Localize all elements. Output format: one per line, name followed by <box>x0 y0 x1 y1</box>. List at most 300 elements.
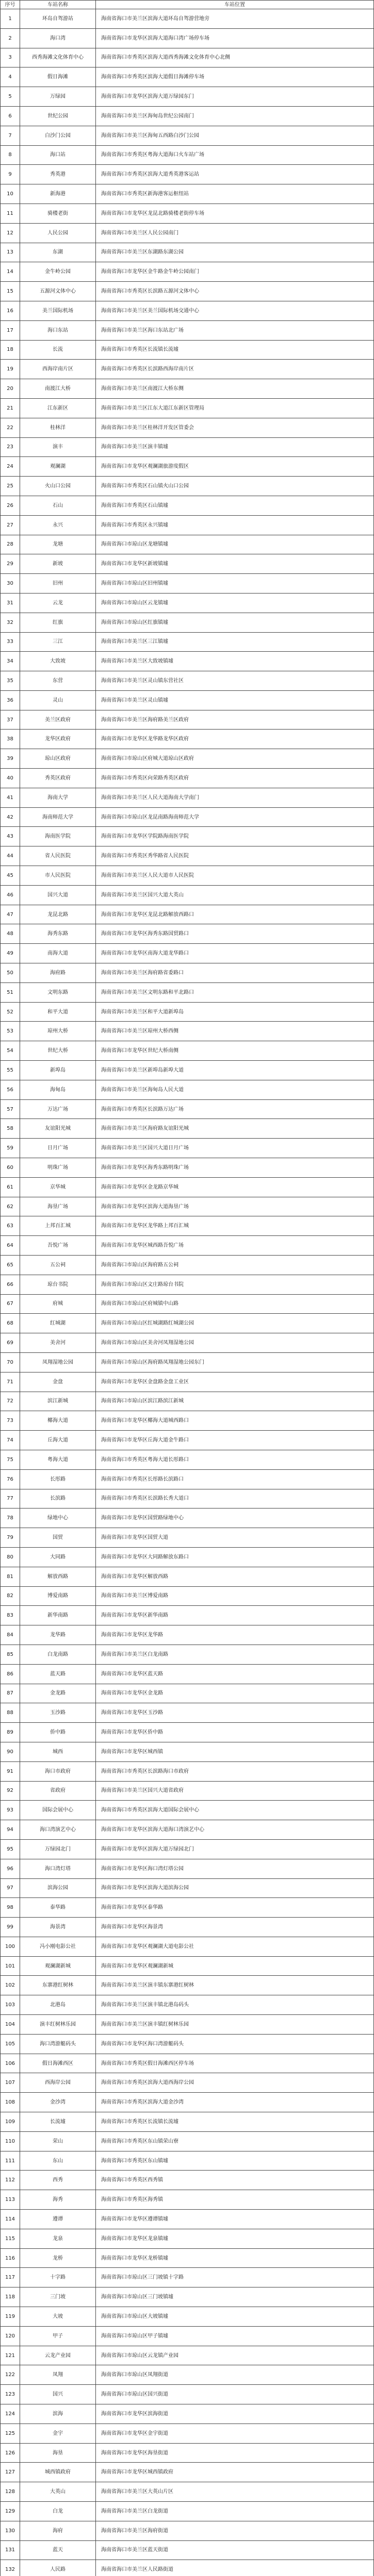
row-number: 98 <box>1 1898 20 1918</box>
station-name: 美舍河 <box>20 1333 96 1353</box>
row-number: 56 <box>1 1080 20 1099</box>
station-location: 海南省海口市秀英区滨海大道秀英港客运站 <box>96 165 374 184</box>
table-row <box>1 1216 374 1236</box>
table-row <box>1 1878 374 1898</box>
station-name: 蓝天 <box>20 2540 96 2560</box>
station-location: 海南省海口市龙华区滨海大道海口湾演艺中心 <box>96 1820 374 1840</box>
station-name: 遵谭 <box>20 2210 96 2229</box>
table-row <box>1 145 374 165</box>
table-row <box>1 496 374 515</box>
row-number: 35 <box>1 671 20 691</box>
station-name: 观澜湖 <box>20 457 96 477</box>
table-row <box>1 1509 374 1528</box>
station-name: 明珠广场 <box>20 1158 96 1178</box>
table-row <box>1 1489 374 1509</box>
station-name: 石山 <box>20 496 96 515</box>
row-number: 118 <box>1 2287 20 2307</box>
table-row <box>1 1372 374 1392</box>
table-body <box>1 9 374 2576</box>
row-number: 43 <box>1 827 20 846</box>
row-number: 61 <box>1 1177 20 1197</box>
station-location: 海南省海口市龙华区滨海大道滨海公园 <box>96 1878 374 1898</box>
table-row <box>1 1664 374 1684</box>
row-number: 103 <box>1 1995 20 2015</box>
station-name: 三江 <box>20 632 96 652</box>
row-number: 4 <box>1 67 20 87</box>
station-name: 西秀 <box>20 2171 96 2190</box>
station-location: 海南省海口市龙华区海口湾游艇码头 <box>96 2034 374 2054</box>
row-number: 110 <box>1 2131 20 2151</box>
row-number: 90 <box>1 1742 20 1761</box>
station-location: 海南省海口市美兰区海府路美兰区政府 <box>96 710 374 730</box>
table-row <box>1 243 374 262</box>
table-row <box>1 1761 374 1781</box>
station-location: 海南省海口市美兰区演丰镇北港岛码头 <box>96 1995 374 2015</box>
row-number: 25 <box>1 477 20 496</box>
station-name: 美兰区政府 <box>20 710 96 730</box>
table-row <box>1 924 374 944</box>
table-row <box>1 690 374 710</box>
station-name: 演丰红树林乐园 <box>20 2015 96 2035</box>
station-location: 海南省海口市龙华区金宇街道 <box>96 2424 374 2443</box>
row-number: 131 <box>1 2540 20 2560</box>
station-name: 灵山 <box>20 690 96 710</box>
station-location: 海南省海口市美兰区桂林洋开发区管委会 <box>96 418 374 437</box>
station-location: 海南省海口市秀英区长滨路西海岸南片区 <box>96 360 374 379</box>
table-row <box>1 2521 374 2540</box>
row-number: 12 <box>1 223 20 243</box>
station-location: 海南省海口市美兰区演丰镇红树林乐园 <box>96 2015 374 2035</box>
row-number: 97 <box>1 1878 20 1898</box>
row-number: 17 <box>1 320 20 340</box>
station-location: 海南省海口市龙华区国贸路绿地中心 <box>96 1509 374 1528</box>
table-row <box>1 67 374 87</box>
station-name: 日月广场 <box>20 1139 96 1158</box>
table-row <box>1 632 374 652</box>
station-location: 海南省海口市龙华区侨中路 <box>96 1723 374 1742</box>
row-number: 127 <box>1 2463 20 2482</box>
station-name: 秀英区政府 <box>20 769 96 788</box>
station-location: 海南省海口市龙华区观澜湖旅游度假区 <box>96 457 374 477</box>
row-number: 71 <box>1 1372 20 1392</box>
station-name: 凤翔 <box>20 2365 96 2385</box>
station-name: 东山 <box>20 2151 96 2171</box>
station-location: 海南省海口市秀英区向荣路秀英区政府 <box>96 769 374 788</box>
station-location: 海南省海口市琼山区旧州镇墟 <box>96 574 374 594</box>
row-number: 15 <box>1 282 20 301</box>
station-name: 人民路 <box>20 2560 96 2576</box>
station-location: 海南省海口市龙华区海景湾 <box>96 1918 374 1937</box>
row-number: 128 <box>1 2482 20 2502</box>
table-row <box>1 652 374 671</box>
station-location: 海南省海口市美兰区博爱南路 <box>96 1586 374 1606</box>
station-location: 海南省海口市秀英区滨海大道国际会展中心 <box>96 1801 374 1820</box>
row-number: 95 <box>1 1839 20 1859</box>
table-row <box>1 2326 374 2346</box>
row-number: 124 <box>1 2404 20 2424</box>
station-name: 金宇 <box>20 2424 96 2443</box>
table-row <box>1 1625 374 1645</box>
station-location: 海南省海口市龙华区城西镇政府 <box>96 2463 374 2482</box>
station-location: 海南省海口市秀英区石山镇火山口公园 <box>96 477 374 496</box>
station-name: 海口湾游艇码头 <box>20 2034 96 2054</box>
station-name: 三门坡 <box>20 2287 96 2307</box>
station-location: 海南省海口市秀英区东山镇墟 <box>96 2151 374 2171</box>
station-location: 海南省海口市美兰区琼州大桥西侧 <box>96 1022 374 1041</box>
row-number: 75 <box>1 1450 20 1469</box>
station-name: 假日海滩 <box>20 67 96 87</box>
row-number: 102 <box>1 1976 20 1995</box>
station-name: 海府路 <box>20 963 96 983</box>
table-row <box>1 944 374 963</box>
station-location: 海南省海口市秀英区秀华路省人民医院 <box>96 846 374 866</box>
station-name: 省人民医院 <box>20 846 96 866</box>
row-number: 11 <box>1 204 20 223</box>
row-number: 80 <box>1 1547 20 1567</box>
row-number: 107 <box>1 2073 20 2093</box>
row-number: 125 <box>1 2424 20 2443</box>
station-location: 海南省海口市琼山区甲子镇墟 <box>96 2326 374 2346</box>
row-number: 52 <box>1 1002 20 1022</box>
row-number: 18 <box>1 340 20 360</box>
station-location: 海南省海口市龙华区滨海大道海口湾广场停车场 <box>96 28 374 48</box>
station-name: 五公祠 <box>20 1256 96 1275</box>
station-location: 海南省海口市龙华区世纪大桥南侧 <box>96 1041 374 1061</box>
table-row <box>1 282 374 301</box>
station-name: 国贸 <box>20 1528 96 1548</box>
header-row <box>1 1 374 9</box>
row-number: 44 <box>1 846 20 866</box>
station-name: 博爱南路 <box>20 1586 96 1606</box>
table-row <box>1 1314 374 1333</box>
station-name: 海口湾演艺中心 <box>20 1820 96 1840</box>
row-number: 81 <box>1 1567 20 1586</box>
station-location: 海南省海口市美兰区国兴大道省政府 <box>96 1781 374 1801</box>
station-location: 海南省海口市龙华区金盘路金盘工业区 <box>96 1372 374 1392</box>
table-row <box>1 2131 374 2151</box>
table-row <box>1 1236 374 1256</box>
station-location: 海南省海口市龙华区丘海大道金牛路口 <box>96 1431 374 1450</box>
row-number: 66 <box>1 1275 20 1294</box>
row-number: 112 <box>1 2171 20 2190</box>
station-location: 海南省海口市龙华区观澜湖大道电影公社 <box>96 1937 374 1956</box>
station-name: 西海岸公园 <box>20 2073 96 2093</box>
row-number: 86 <box>1 1664 20 1684</box>
station-location: 海南省海口市美兰区白龙街道 <box>96 2502 374 2521</box>
station-name: 新华南路 <box>20 1606 96 1625</box>
row-number: 32 <box>1 613 20 632</box>
table-row <box>1 1995 374 2015</box>
station-name: 云龙 <box>20 593 96 613</box>
station-name: 金盘 <box>20 1372 96 1392</box>
table-row <box>1 1645 374 1664</box>
row-number: 78 <box>1 1509 20 1528</box>
row-number: 123 <box>1 2385 20 2404</box>
table-row <box>1 807 374 827</box>
table-row <box>1 613 374 632</box>
station-location: 海南省海口市龙华区学院路海南医学院 <box>96 827 374 846</box>
station-name: 长滨路 <box>20 1489 96 1509</box>
row-number: 65 <box>1 1256 20 1275</box>
station-location: 海南省海口市琼山区云龙镇墟 <box>96 593 374 613</box>
station-location: 海南省海口市秀英区永兴镇墟 <box>96 515 374 535</box>
table-row <box>1 730 374 749</box>
row-number: 93 <box>1 1801 20 1820</box>
table-row <box>1 1431 374 1450</box>
row-number: 31 <box>1 593 20 613</box>
row-number: 126 <box>1 2443 20 2463</box>
station-location: 海南省海口市龙华区龙华路龙华区政府 <box>96 730 374 749</box>
row-number: 54 <box>1 1041 20 1061</box>
station-name: 海景湾 <box>20 1918 96 1937</box>
table-row <box>1 1684 374 1703</box>
table-row <box>1 398 374 418</box>
station-location: 海南省海口市美兰区演丰镇东寨港红树林 <box>96 1976 374 1995</box>
table-row <box>1 320 374 340</box>
station-name: 观澜湖新城 <box>20 1956 96 1976</box>
station-location: 海南省海口市秀英区滨海大道西海岸公园 <box>96 2073 374 2093</box>
table-row <box>1 48 374 67</box>
station-location: 海南省海口市龙华区滨海大道海垦广场 <box>96 1197 374 1216</box>
station-location: 海南省海口市龙华区城西路吾悦广场 <box>96 1236 374 1256</box>
station-name: 旧州 <box>20 574 96 594</box>
row-number: 51 <box>1 982 20 1002</box>
table-row <box>1 2093 374 2112</box>
row-number: 111 <box>1 2151 20 2171</box>
row-number: 42 <box>1 807 20 827</box>
station-name: 泰华路 <box>20 1898 96 1918</box>
station-location: 海南省海口市琼山区三门坡镇墟 <box>96 2287 374 2307</box>
station-name: 白龙 <box>20 2502 96 2521</box>
row-number: 83 <box>1 1606 20 1625</box>
row-number: 47 <box>1 905 20 924</box>
row-number: 1 <box>1 9 20 29</box>
row-number: 46 <box>1 885 20 905</box>
station-name: 长流墟 <box>20 2112 96 2132</box>
table-row <box>1 1177 374 1197</box>
table-row <box>1 554 374 574</box>
row-number: 27 <box>1 515 20 535</box>
station-location: 海南省海口市琼山区海府路凤翔湿地公园东门 <box>96 1352 374 1372</box>
station-name: 海口东站 <box>20 320 96 340</box>
row-number: 28 <box>1 535 20 554</box>
station-name: 国兴 <box>20 2385 96 2404</box>
table-row <box>1 2229 374 2248</box>
station-location: 海南省海口市秀英区长滨路长秀大道口 <box>96 1489 374 1509</box>
row-number: 76 <box>1 1469 20 1489</box>
station-name: 海口湾灯塔 <box>20 1859 96 1878</box>
row-number: 14 <box>1 262 20 282</box>
table-row <box>1 1547 374 1567</box>
station-name: 海南医学院 <box>20 827 96 846</box>
station-name: 万绿园北门 <box>20 1839 96 1859</box>
row-number: 24 <box>1 457 20 477</box>
row-number: 63 <box>1 1216 20 1236</box>
row-number: 50 <box>1 963 20 983</box>
row-number: 130 <box>1 2521 20 2540</box>
station-location: 海南省海口市美兰区新埠岛新埠大道 <box>96 1061 374 1080</box>
station-name: 环岛自驾游站 <box>20 9 96 29</box>
station-name: 荣山 <box>20 2131 96 2151</box>
station-location: 海南省海口市美兰区滨海大道环岛自驾游营地旁 <box>96 9 374 29</box>
station-location: 海南省海口市秀英区长流镇长流墟 <box>96 340 374 360</box>
station-name: 十字路 <box>20 2268 96 2287</box>
table-row <box>1 2365 374 2385</box>
row-number: 104 <box>1 2015 20 2035</box>
table-row <box>1 2034 374 2054</box>
row-number: 33 <box>1 632 20 652</box>
station-name: 琼州大桥 <box>20 1022 96 1041</box>
table-row <box>1 2482 374 2502</box>
table-row <box>1 1197 374 1216</box>
row-number: 94 <box>1 1820 20 1840</box>
table-row <box>1 87 374 107</box>
station-name: 海甸岛 <box>20 1080 96 1099</box>
station-location: 海南省海口市美兰区人民路街道 <box>96 2560 374 2576</box>
station-name: 骑楼老街 <box>20 204 96 223</box>
table-row <box>1 788 374 807</box>
row-number: 85 <box>1 1645 20 1664</box>
station-location: 海南省海口市龙华区海秀东路国贸路口 <box>96 924 374 944</box>
row-number: 67 <box>1 1294 20 1314</box>
station-location: 海南省海口市龙华区金龙路 <box>96 1684 374 1703</box>
table-row <box>1 769 374 788</box>
row-number: 113 <box>1 2190 20 2210</box>
table-row <box>1 1859 374 1878</box>
station-location: 海南省海口市美兰区大致坡镇墟 <box>96 652 374 671</box>
station-name: 海府 <box>20 2521 96 2540</box>
station-name: 海口湾 <box>20 28 96 48</box>
table-row <box>1 866 374 886</box>
station-name: 长流 <box>20 340 96 360</box>
row-number: 88 <box>1 1703 20 1723</box>
station-name: 金沙湾 <box>20 2093 96 2112</box>
station-location: 海南省海口市龙华区滨海大道万绿园东门 <box>96 87 374 107</box>
row-number: 53 <box>1 1022 20 1041</box>
station-name: 龙昆北路 <box>20 905 96 924</box>
station-name: 长彤路 <box>20 1469 96 1489</box>
row-number: 70 <box>1 1352 20 1372</box>
station-name: 滨海 <box>20 2404 96 2424</box>
row-number: 69 <box>1 1333 20 1353</box>
station-name: 世纪公园 <box>20 106 96 126</box>
station-location: 海南省海口市龙华区龙华路上邦百汇城 <box>96 1216 374 1236</box>
station-name: 粤海大道 <box>20 1450 96 1469</box>
station-name: 府城 <box>20 1294 96 1314</box>
row-number: 116 <box>1 2248 20 2268</box>
table-row <box>1 1898 374 1918</box>
station-name: 白沙门公园 <box>20 126 96 145</box>
station-location: 海南省海口市龙华区国贸大道 <box>96 1528 374 1548</box>
station-location: 海南省海口市美兰区蓝天街道 <box>96 2540 374 2560</box>
station-location: 海南省海口市美兰区灵山镇东营社区 <box>96 671 374 691</box>
station-location: 海南省海口市琼山区红城湖路红城湖公园 <box>96 1314 374 1333</box>
table-row <box>1 1061 374 1080</box>
station-name: 新埠岛 <box>20 1061 96 1080</box>
station-location: 海南省海口市琼山区海府路五公祠 <box>96 1256 374 1275</box>
station-name: 东营 <box>20 671 96 691</box>
row-number: 120 <box>1 2326 20 2346</box>
table-row <box>1 2404 374 2424</box>
station-name: 凤翔湿地公园 <box>20 1352 96 1372</box>
table-row <box>1 126 374 145</box>
row-number: 82 <box>1 1586 20 1606</box>
station-name: 南海大道 <box>20 944 96 963</box>
table-row <box>1 1976 374 1995</box>
table-row <box>1 2346 374 2365</box>
station-location: 海南省海口市龙华区金龙路京华城 <box>96 1177 374 1197</box>
station-location: 海南省海口市秀英区长滨路万达广场 <box>96 1099 374 1119</box>
station-location: 海南省海口市秀英区长滨路五源河文体中心 <box>96 282 374 301</box>
header-no: 序号 <box>1 1 20 9</box>
station-location: 海南省海口市龙华区新华南路 <box>96 1606 374 1625</box>
row-number: 22 <box>1 418 20 437</box>
row-number: 64 <box>1 1236 20 1256</box>
station-name: 万绿园 <box>20 87 96 107</box>
station-name: 云龙产业园 <box>20 2346 96 2365</box>
row-number: 68 <box>1 1314 20 1333</box>
station-location: 海南省海口市琼山区龙塘镇墟 <box>96 535 374 554</box>
station-name: 大坡 <box>20 2307 96 2327</box>
table-row <box>1 1411 374 1431</box>
station-location: 海南省海口市美兰区人民大道海南大学南门 <box>96 788 374 807</box>
table-row <box>1 963 374 983</box>
row-number: 101 <box>1 1956 20 1976</box>
table-row <box>1 2502 374 2521</box>
table-row <box>1 671 374 691</box>
table-row <box>1 515 374 535</box>
station-location: 海南省海口市琼山区府城镇中山路 <box>96 1294 374 1314</box>
table-row <box>1 846 374 866</box>
table-row <box>1 1781 374 1801</box>
station-location: 海南省海口市琼山区三门坡镇十字路 <box>96 2268 374 2287</box>
station-name: 椰海大道 <box>20 1411 96 1431</box>
table-row <box>1 982 374 1002</box>
table-row <box>1 1528 374 1548</box>
station-location: 海南省海口市美兰区海府街道 <box>96 2521 374 2540</box>
row-number: 108 <box>1 2093 20 2112</box>
station-location: 海南省海口市美兰区演丰镇墟 <box>96 437 374 457</box>
row-number: 72 <box>1 1392 20 1411</box>
row-number: 115 <box>1 2229 20 2248</box>
station-name: 和平大道 <box>20 1002 96 1022</box>
station-location: 海南省海口市秀英区长流镇长流墟 <box>96 2112 374 2132</box>
station-location: 海南省海口市龙华区龙泉镇墟 <box>96 2229 374 2248</box>
station-name: 滨海公园 <box>20 1878 96 1898</box>
table-row <box>1 1723 374 1742</box>
table-row <box>1 2385 374 2404</box>
station-location: 海南省海口市琼山区大坡镇墟 <box>96 2307 374 2327</box>
row-number: 92 <box>1 1781 20 1801</box>
row-number: 26 <box>1 496 20 515</box>
station-location: 海南省海口市美兰区国兴大道日月广场 <box>96 1139 374 1158</box>
station-name: 人民公园 <box>20 223 96 243</box>
row-number: 13 <box>1 243 20 262</box>
station-name: 文明东路 <box>20 982 96 1002</box>
station-name: 绿地中心 <box>20 1509 96 1528</box>
table-row <box>1 1956 374 1976</box>
station-name: 五源河文体中心 <box>20 282 96 301</box>
station-name: 玉沙路 <box>20 1703 96 1723</box>
station-name: 城西镇政府 <box>20 2463 96 2482</box>
row-number: 91 <box>1 1761 20 1781</box>
station-location: 海南省海口市龙华区龙华路 <box>96 1625 374 1645</box>
station-location: 海南省海口市龙华区龙昆北路骑楼老街停车场 <box>96 204 374 223</box>
row-number: 55 <box>1 1061 20 1080</box>
station-name: 海口站 <box>20 145 96 165</box>
table-row <box>1 2171 374 2190</box>
table-row <box>1 2151 374 2171</box>
